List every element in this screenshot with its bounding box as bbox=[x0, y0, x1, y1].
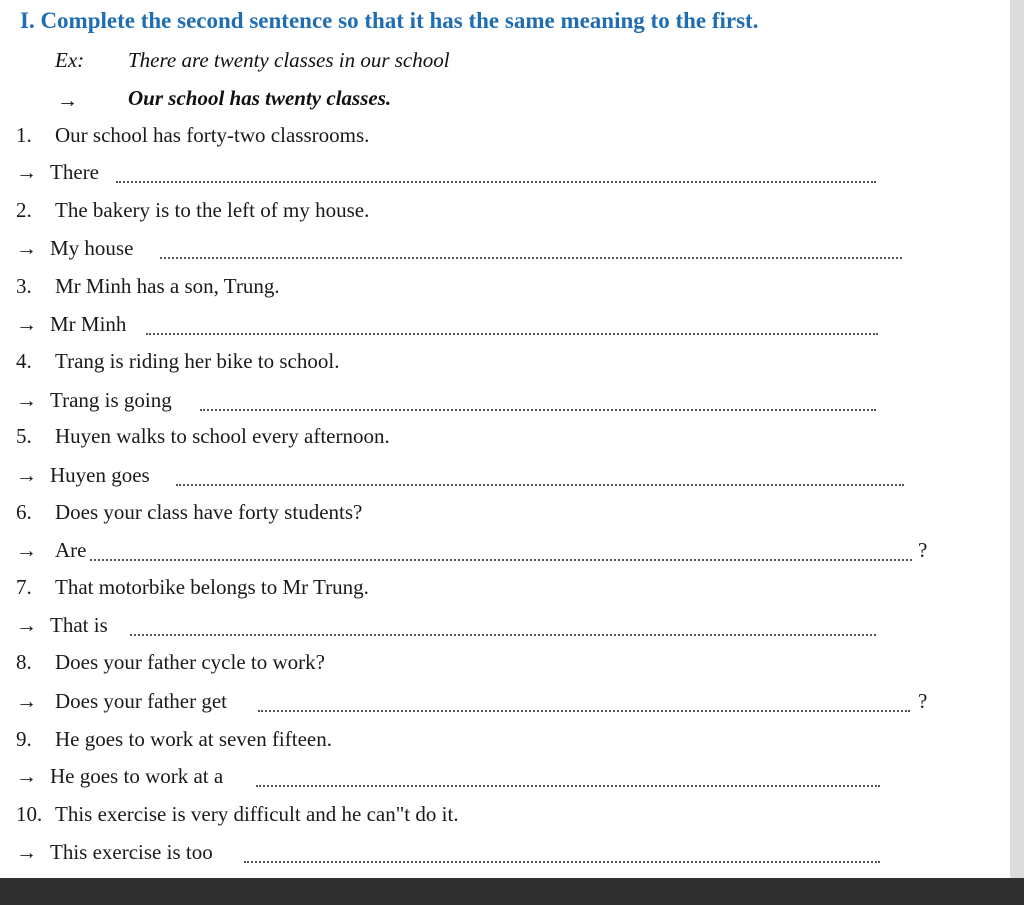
arrow-icon: → bbox=[16, 160, 37, 184]
item-sentence: Mr Minh has a son, Trung. bbox=[55, 274, 280, 298]
item-7-sentence-line bbox=[0, 575, 1010, 607]
answer-blank[interactable] bbox=[146, 333, 878, 335]
answer-blank[interactable] bbox=[160, 257, 902, 259]
item-sentence: That motorbike belongs to Mr Trung. bbox=[55, 575, 369, 599]
item-number: 8. bbox=[16, 650, 32, 674]
answer-blank[interactable] bbox=[258, 710, 910, 712]
answer-blank[interactable] bbox=[256, 785, 880, 787]
item-number: 5. bbox=[16, 424, 32, 448]
item-10-answer-line bbox=[0, 840, 1010, 872]
item-number: 7. bbox=[16, 575, 32, 599]
answer-stem: My house bbox=[50, 236, 134, 260]
item-6-sentence-line bbox=[0, 500, 1010, 532]
item-number: 3. bbox=[16, 274, 32, 298]
item-sentence: This exercise is very difficult and he can"t do it. bbox=[55, 802, 459, 826]
arrow-icon: → bbox=[16, 463, 37, 487]
answer-stem: That is bbox=[50, 613, 108, 637]
answer-stem: Mr Minh bbox=[50, 312, 127, 336]
item-9-answer-line bbox=[0, 764, 1010, 796]
item-7-answer-line bbox=[0, 613, 1010, 645]
example-sentence: There are twenty classes in our school bbox=[128, 48, 450, 72]
item-5-answer-line bbox=[0, 463, 1010, 495]
answer-blank[interactable] bbox=[200, 409, 876, 411]
arrow-icon: → bbox=[16, 689, 37, 713]
answer-blank[interactable] bbox=[130, 634, 876, 636]
item-2-sentence-line bbox=[0, 198, 1010, 230]
item-sentence: Does your class have forty students? bbox=[55, 500, 363, 524]
example-arrow: → bbox=[57, 88, 78, 112]
answer-stem: Are bbox=[55, 538, 87, 562]
answer-stem: Does your father get bbox=[55, 689, 228, 713]
item-8-answer-line bbox=[0, 689, 1010, 721]
arrow-icon: → bbox=[16, 388, 37, 412]
answer-blank[interactable] bbox=[176, 484, 904, 486]
answer-blank[interactable] bbox=[116, 181, 876, 183]
item-5-sentence-line bbox=[0, 424, 1010, 456]
answer-blank[interactable] bbox=[244, 861, 880, 863]
arrow-icon: → bbox=[16, 236, 37, 260]
item-number: 1. bbox=[16, 123, 32, 147]
item-number: 2. bbox=[16, 198, 32, 222]
answer-stem: This exercise is too bbox=[50, 840, 213, 864]
question-mark: ? bbox=[918, 689, 928, 713]
item-number: 4. bbox=[16, 349, 32, 373]
frame-edge-bottom bbox=[0, 878, 1024, 905]
item-1-sentence-line bbox=[0, 123, 1010, 155]
item-sentence: He goes to work at seven fifteen. bbox=[55, 727, 332, 751]
item-8-sentence-line bbox=[0, 650, 1010, 682]
item-sentence: Trang is riding her bike to school. bbox=[55, 349, 340, 373]
item-3-answer-line bbox=[0, 312, 1010, 344]
answer-stem: Huyen goes bbox=[50, 463, 150, 487]
item-10-sentence-line bbox=[0, 802, 1010, 834]
answer-stem: He goes to work at a bbox=[50, 764, 224, 788]
item-number: 10. bbox=[16, 802, 43, 826]
example-label: Ex: bbox=[55, 48, 85, 72]
item-3-sentence-line bbox=[0, 274, 1010, 306]
example-answer: Our school has twenty classes. bbox=[128, 86, 392, 110]
exercise-heading: I. Complete the second sentence so that it has the same meaning to the first. bbox=[20, 8, 759, 33]
item-number: 6. bbox=[16, 500, 32, 524]
arrow-icon: → bbox=[16, 613, 37, 637]
arrow-icon: → bbox=[16, 312, 37, 336]
item-4-sentence-line bbox=[0, 349, 1010, 381]
item-sentence: The bakery is to the left of my house. bbox=[55, 198, 370, 222]
item-6-answer-line bbox=[0, 538, 1010, 570]
answer-stem: Trang is going bbox=[50, 388, 172, 412]
arrow-icon: → bbox=[16, 840, 37, 864]
item-sentence: Does your father cycle to work? bbox=[55, 650, 325, 674]
item-9-sentence-line bbox=[0, 727, 1010, 759]
arrow-icon: → bbox=[16, 538, 37, 562]
frame-edge-right bbox=[1010, 0, 1024, 905]
answer-blank[interactable] bbox=[90, 559, 912, 561]
arrow-icon: → bbox=[16, 764, 37, 788]
item-sentence: Our school has forty-two classrooms. bbox=[55, 123, 370, 147]
item-number: 9. bbox=[16, 727, 32, 751]
answer-stem: There bbox=[50, 160, 99, 184]
item-4-answer-line bbox=[0, 388, 1010, 420]
item-sentence: Huyen walks to school every afternoon. bbox=[55, 424, 390, 448]
question-mark: ? bbox=[918, 538, 928, 562]
item-1-answer-line bbox=[0, 160, 1010, 192]
item-2-answer-line bbox=[0, 236, 1010, 268]
